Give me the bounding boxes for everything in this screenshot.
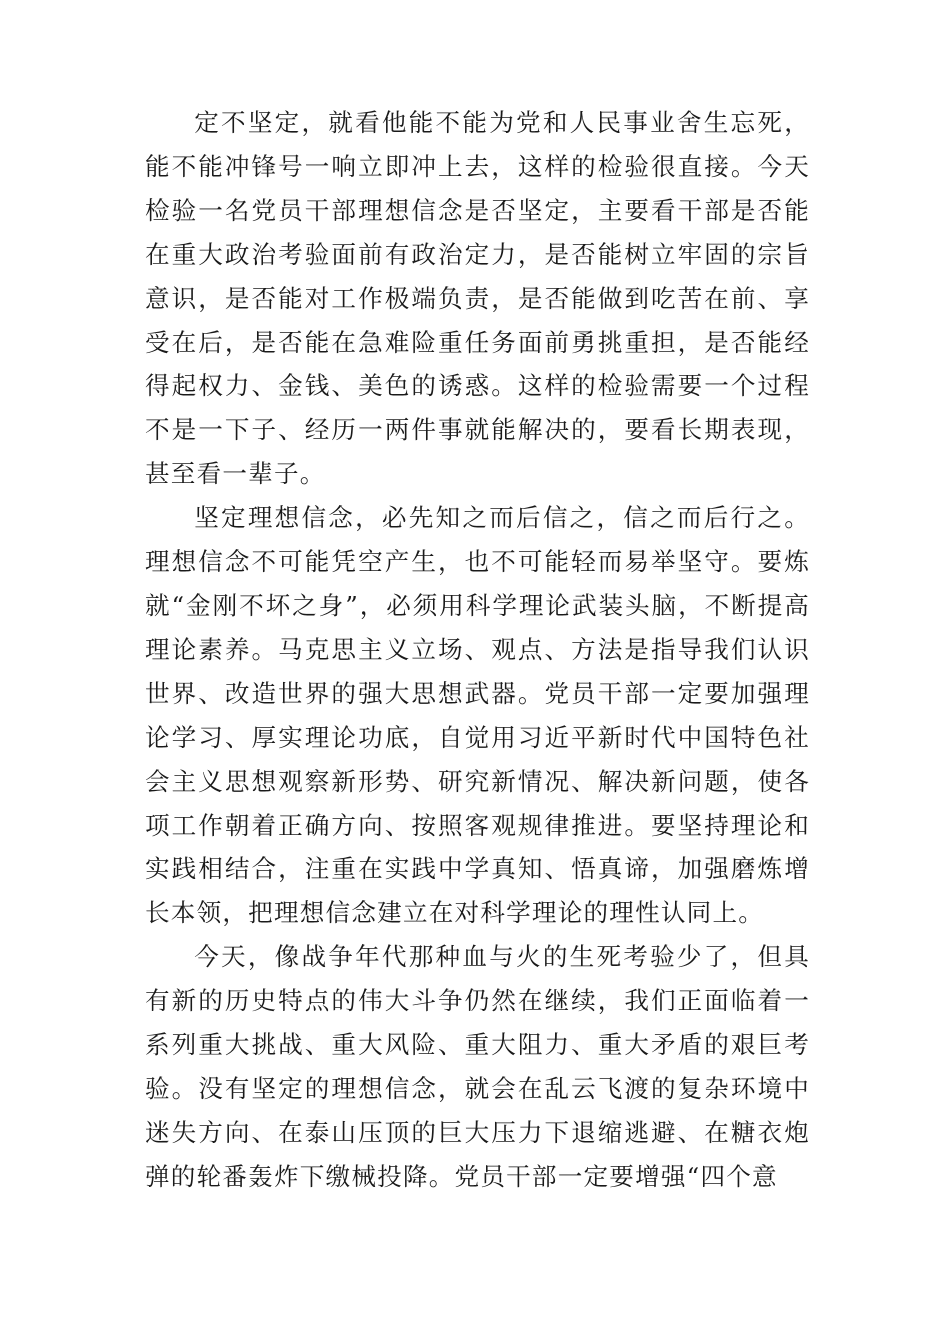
body-text: [145, 101, 810, 1199]
paragraph-2: 坚定理想信念，必先知之而后信之，信之而后行之。理想信念不可能凭空产生，也不可能轻而易举坚守。要炼就“金刚不坏之身”，必须用科学理论武装头脑，不断提高理论素养。马克思主义立场、观点、方法是指导我们认识世界、改造世界的强大思想武器。党员干部一定要加强理论学习、厚实理论功底，自觉用习近平新时代中国特色社会主义思想观察新形势、研究新情况、解决新问题，使各项工作朝着正确方向、按照客观规律推进。要坚持理论和实践相结合，注重在实践中学真知、悟真谛，加强磨炼增长本领，把理想信念建立在对科学理论的理性认同上。: [145, 503, 810, 928]
paragraph-3: 今天，像战争年代那种血与火的生死考验少了，但具有新的历史特点的伟大斗争仍然在继续，我们正面临着一系列重大挑战、重大风险、重大阻力、重大矛盾的艰巨考验。没有坚定的理想信念，就会在乱云飞渡的复杂环境中迷失方向、在泰山压顶的巨大压力下退缩逃避、在糖衣炮弹的轮番轰炸下缴械投降。党员干部一定要增强“四个意: [145, 942, 810, 1191]
paragraph-1: 定不坚定，就看他能不能为党和人民事业舍生忘死，能不能冲锋号一响立即冲上去，这样的检验很直接。今天检验一名党员干部理想信念是否坚定，主要看干部是否能在重大政治考验面前有政治定力，是否能树立牢固的宗旨意识，是否能对工作极端负责，是否能做到吃苦在前、享受在后，是否能在急难险重任务面前勇挑重担，是否能经得起权力、金钱、美色的诱惑。这样的检验需要一个过程不是一下子、经历一两件事就能解决的，要看长期表现，甚至看一辈子。: [145, 108, 810, 489]
